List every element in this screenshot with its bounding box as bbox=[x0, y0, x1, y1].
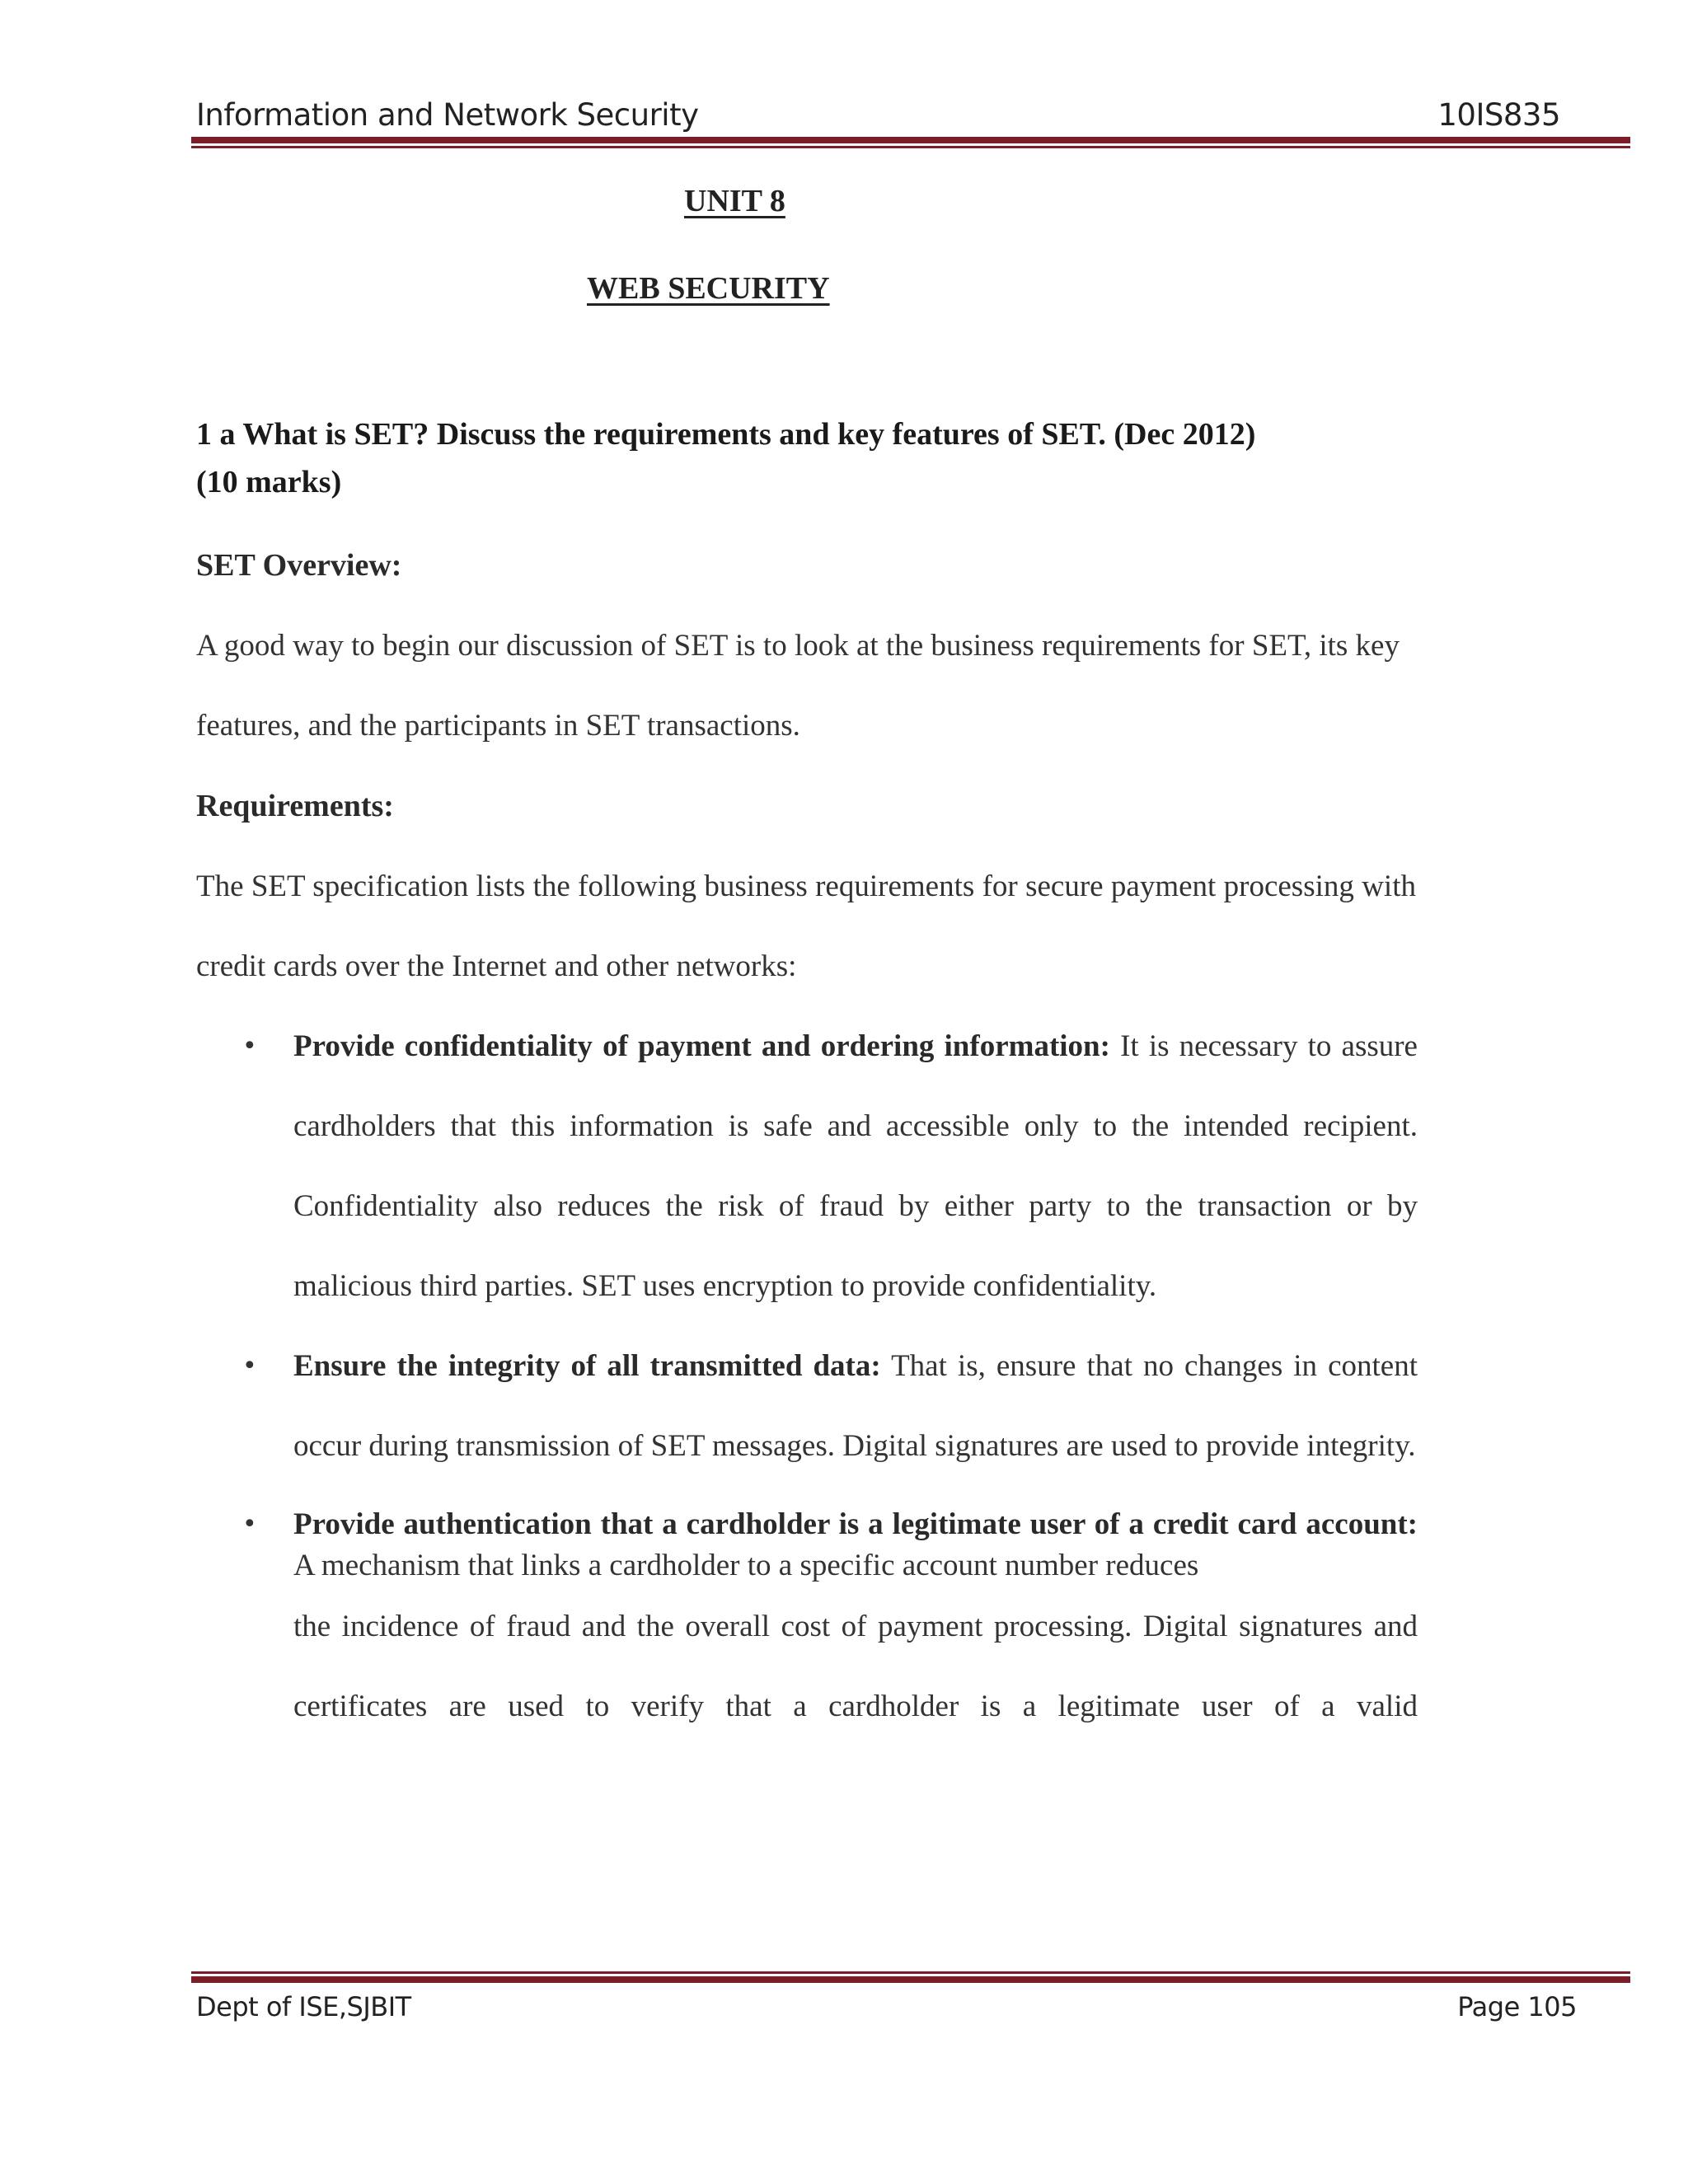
list-item bbox=[196, 1504, 1418, 1586]
header-rule bbox=[191, 137, 1630, 148]
list-item-title: Provide authentication that a cardholder is a legitimate user of a credit card account: bbox=[293, 1507, 1418, 1541]
question-heading bbox=[196, 410, 1449, 506]
list-item-text: A mechanism that links a cardholder to a specific account number reduces bbox=[293, 1549, 1199, 1582]
topic-title: WEB SECURITY bbox=[587, 271, 830, 306]
list-item-title: Ensure the integrity of all transmitted data: bbox=[293, 1349, 881, 1383]
header-rule-thick bbox=[191, 137, 1630, 143]
list-item bbox=[196, 1326, 1418, 1486]
footer-department: Dept of ISE,SJBIT bbox=[196, 1991, 411, 2022]
bullet-icon: • bbox=[242, 1352, 257, 1380]
question-line-1: 1 a What is SET? Discuss the requirements and key features of SET. (Dec 2012) bbox=[196, 417, 1256, 452]
requirements-intro: The SET specification lists the following business requirements for secure payment processing with credit cards over the Internet and other networks: bbox=[196, 869, 1416, 983]
list-item-continuation: the incidence of fraud and the overall cost of payment processing. Digital signatures and certificates are used to verify that a cardholder is a legitimate user of a valid bbox=[293, 1610, 1418, 1723]
list-item-text: It is necessary to assure cardholders that this information is safe and accessible only to the intended recipient. Confidentiality also reduces the risk of fraud by either party to the transaction or by malicious third parties. SET uses encryption to provide confidentiality. bbox=[293, 1029, 1418, 1303]
footer-rule-thick bbox=[191, 1976, 1630, 1983]
requirements-list bbox=[196, 1006, 1418, 1746]
list-item-title: Provide confidentiality of payment and ordering information: bbox=[293, 1029, 1110, 1063]
header-course-title: Information and Network Security bbox=[196, 97, 699, 133]
footer-rule-thin bbox=[191, 1971, 1630, 1974]
overview-heading: SET Overview: bbox=[196, 548, 402, 583]
overview-paragraph: A good way to begin our discussion of SET is to look at the business requirements for SET, its key features, and the participants in SET transactions. bbox=[196, 629, 1400, 743]
requirements-heading: Requirements: bbox=[196, 789, 394, 823]
footer-rule bbox=[191, 1971, 1630, 1983]
header-course-code: 10IS835 bbox=[1437, 97, 1560, 133]
bullet-icon: • bbox=[242, 1510, 257, 1539]
list-item bbox=[196, 1006, 1418, 1326]
bullet-icon: • bbox=[242, 1032, 257, 1061]
header-rule-thin bbox=[191, 146, 1630, 148]
unit-title: UNIT 8 bbox=[684, 184, 785, 218]
footer-page-number: Page 105 bbox=[1457, 1991, 1577, 2022]
question-line-2: (10 marks) bbox=[196, 465, 342, 499]
list-item-text: That is, ensure that no changes in content occur during transmission of SET messages. Digital signatures are used to provide integrity. bbox=[293, 1349, 1418, 1463]
